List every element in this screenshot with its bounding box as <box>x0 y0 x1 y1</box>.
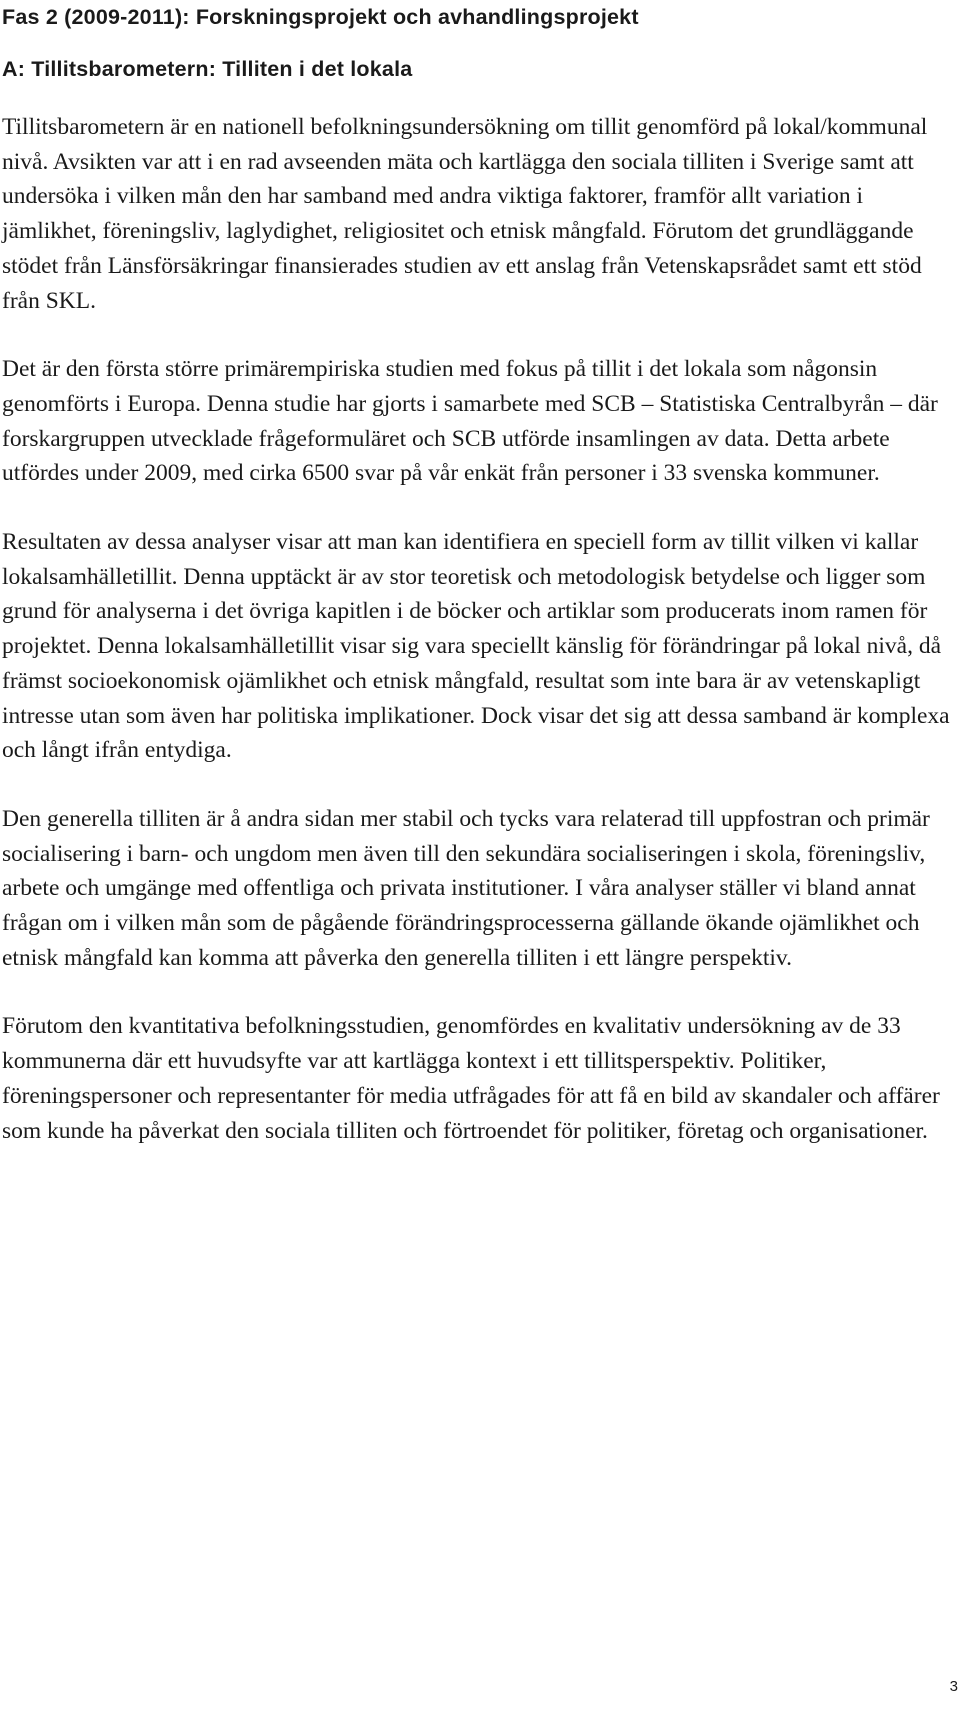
section-heading: Fas 2 (2009-2011): Forskningsprojekt och avhandlingsprojekt <box>2 5 639 29</box>
paragraph-qualitative-study: Förutom den kvantitativa befolkningsstudien, genomfördes en kvalitativ undersökning av de 33 kommunerna där ett huvudsyfte var att kartlägga kontext i ett tillitsperspektiv. Politiker, föreningspersoner och representanter för media utfrågades för att få en bild av skandaler och affärer som kunde ha påverkat den sociala tilliten och förtroendet för politiker, företag och organisationer. <box>2 1013 940 1144</box>
paragraph-results: Resultaten av dessa analyser visar att man kan identifiera en speciell form av tillit vilken vi kallar lokalsamhälletillit. Denna upptäckt är av stor teoretisk och metodologisk betydelse och ligger som grund för analyserna i det övriga kapitlen i de böcker och artiklar som producerats inom ramen för projektet. Denna lokalsamhälletillit visar sig vara speciellt känslig för förändringar på lokal nivå, då främst socioekonomisk ojämlikhet och etnisk mångfald, resultat som inte bara är av vetenskapligt intresse utan som även har politiska implikationer. Dock visar det sig att dessa samband är komplexa och långt ifrån entydiga. <box>2 529 950 764</box>
paragraph-general-trust: Den generella tilliten är å andra sidan mer stabil och tycks vara relaterad till uppfostran och primär socialisering i barn- och ungdom men även till den sekundära socialiseringen i skola, föreningsliv, arbete och umgänge med offentliga och privata institutioner. I våra analyser ställer vi bland annat frågan om i vilken mån som de pågående förändringsprocesserna gällande ökande ojämlikhet och etnisk mångfald kan komma att påverka den generella tilliten i ett längre perspektiv. <box>2 805 930 971</box>
paragraph-intro: Tillitsbarometern är en nationell befolkningsundersökning om tillit genomförd på lokal/kommunal nivå. Avsikten var att i en rad avseenden mäta och kartlägga den sociala tilliten i Sverige samt att undersöka i vilken mån den har samband med andra viktiga faktorer, framför allt variation i jämlikhet, föreningsliv, laglydighet, religiositet och etnisk mångfald. Förutom det grundläggande stödet från Länsförsäkringar finansierades studien av ett anslag från Vetenskapsrådet samt ett stöd från SKL. <box>2 114 928 314</box>
page-number: 3 <box>949 1678 958 1695</box>
paragraph-first-study: Det är den första större primärempiriska studien med fokus på tillit i det lokala som någonsin genomförts i Europa. Denna studie har gjorts i samarbete med SCB – Statistiska Centralbyrån – där forskargruppen utvecklade frågeformuläret och SCB utförde insamlingen av data. Detta arbete utfördes under 2009, med cirka 6500 svar på vår enkät från personer i 33 svenska kommuner. <box>2 356 938 487</box>
document-content <box>2 0 952 1148</box>
subsection-heading: A: Tillitsbarometern: Tilliten i det lokala <box>2 57 413 81</box>
